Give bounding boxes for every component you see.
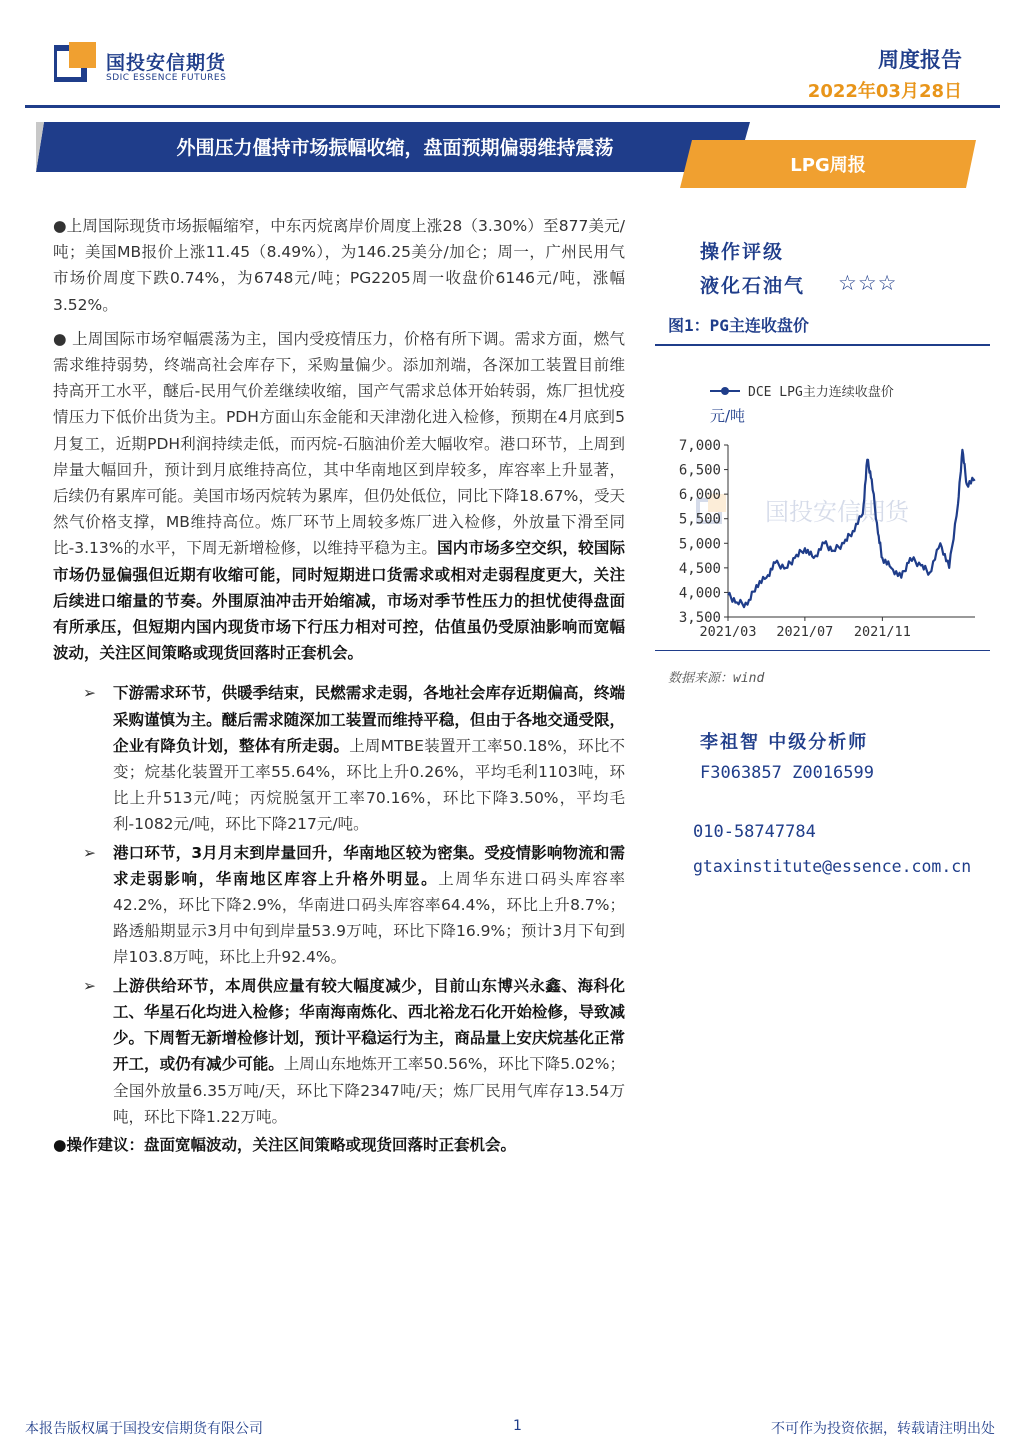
- arrow-bullet-icon: ➢: [83, 976, 96, 995]
- header-divider: [25, 105, 1000, 108]
- y-axis-label: 元/吨: [710, 407, 746, 425]
- arrow-bullet-icon: ➢: [83, 843, 96, 862]
- bullet-demand-text: 上周MTBE装置开工率50.18%，环比不变；烷基化装置开工率55.64%，环比上升0.26%，平均毛利1103吨，环比上升513元/吨；丙烷脱氢开工率70.16%，环比下降3.50%，平均毛利-1082元/吨，环比下降217元/吨。: [113, 736, 625, 834]
- data-source: 数据来源：wind: [668, 671, 765, 686]
- y-tick-label: 4,500: [678, 560, 721, 577]
- bullet-port-bold: 港口环节，3月月末到岸量回升，华南地区较为密集。受疫情影响物流和需求走弱影响，华南地区库容上升格外明显。: [113, 843, 625, 888]
- watermark-text: 国投安信期货: [765, 499, 909, 526]
- contact-email[interactable]: gtaxinstitute@essence.com.cn: [693, 857, 972, 876]
- report-tag: LPG周报: [790, 155, 866, 176]
- figure-rule-top: [655, 344, 990, 346]
- price-line-chart: [660, 372, 990, 647]
- footer-disclaimer: 不可作为投资依据，转载请注明出处: [771, 1421, 995, 1437]
- report-body: [53, 213, 625, 1166]
- analysis-text: ● 上周国际市场窄幅震荡为主，国内受疫情压力，价格有所下调。需求方面，燃气需求维持弱势，终端高社会库存下，采购量偏少。添加剂端，各深加工装置目前维持高开工水平，醚后-民用气价差继续收缩，国产气需求总体开始转弱，炼厂担忧疫情压力下低价出货为主。PDH方面山东金能和天津渤化进入检修，预期在4月底到5月复工，近期PDH利润持续走低，而丙烷-石脑油价差大幅收窄。港口环节，上周到岸量大幅回升，预计到月底维持高位，其中华南地区到岸较多，库容率上升显著，后续仍有累库可能。美国市场丙烷转为累库，但仍处低位，同比下降18.67%，受天然气价格支撑，MB维持高位。炼厂环节上周较多炼厂进入检修，外放量下滑至同比-3.13%的水平，下周无新增检修，以维持平稳为主。: [53, 329, 625, 558]
- list-item: [53, 840, 625, 971]
- report-type: 周度报告: [878, 48, 962, 72]
- rating-label: 液化石油气: [700, 275, 806, 297]
- y-tick-label: 4,000: [678, 585, 721, 602]
- rating-heading: 操作评级: [700, 241, 785, 263]
- y-tick-label: 5,500: [678, 511, 721, 528]
- contact-phone: 010-58747784: [693, 822, 816, 842]
- chart-plot-area: [728, 450, 975, 607]
- y-tick-label: 6,000: [678, 487, 721, 504]
- paragraph-analysis: [53, 326, 625, 667]
- report-date: 2022年03月28日: [807, 81, 962, 102]
- y-tick-label: 5,000: [678, 536, 721, 553]
- list-item: [53, 680, 625, 837]
- rating-stars-icon: ☆☆☆: [838, 271, 898, 295]
- paragraph-market-summary: ●上周国际现货市场振幅缩窄，中东丙烷离岸价周度上涨28（3.30%）至877美元/吨；美国MB报价上涨11.45（8.49%），为146.25美分/加仑；周一，广州民用气市场价周度下跌0.74%，为6748元/吨；PG2205周一收盘价6146元/吨，涨幅3.52%。: [53, 217, 625, 314]
- figure-rule-bottom: [655, 650, 990, 651]
- x-tick-label: 2021/03: [699, 624, 757, 640]
- figure-title: 图1：PG主连收盘价: [668, 316, 809, 335]
- page-number: 1: [513, 1418, 522, 1434]
- analyst-certificates: F3063857 Z0016599: [700, 763, 874, 783]
- bullet-port-text: 上周华东进口码头库容率42.2%，环比下降2.9%，华南进口码头库容率64.4%，环比上升8.7%；路透船期显示3月中旬到岸量53.9万吨，环比下降16.9%；预计3月下旬到岸103.8万吨，环比上升92.4%。: [113, 869, 625, 967]
- y-tick-label: 3,500: [678, 610, 721, 626]
- bullet-supply-bold: 上游供给环节，本周供应量有较大幅度减少，目前山东博兴永鑫、海科化工、华星石化均进入检修；华南海南炼化、西北裕龙石化开始检修，导致减少。下周暂无新增检修计划，预计平稳运行为主，商品量上安庆烷基化正常开工，或仍有减少可能。: [113, 976, 625, 1074]
- bullet-list: [53, 680, 625, 1129]
- legend-marker-icon: [721, 387, 729, 395]
- analyst-name: 李祖智 中级分析师: [700, 732, 869, 753]
- bullet-demand-bold: 下游需求环节，供暖季结束，民燃需求走弱，各地社会库存近期偏高，终端采购谨慎为主。醚后需求随深加工装置而维持平稳，但由于各地交通受限，企业有降负计划，整体有所走弱。: [113, 684, 625, 755]
- arrow-bullet-icon: ➢: [83, 684, 96, 703]
- company-name-en: SDIC ESSENCE FUTURES: [106, 73, 227, 83]
- chart-axes: [679, 438, 975, 640]
- x-tick-label: 2021/11: [853, 624, 911, 640]
- y-tick-label: 7,000: [678, 438, 721, 454]
- x-tick-label: 2021/07: [776, 624, 834, 640]
- analysis-conclusion: 国内市场多空交织，较国际市场仍显偏强但近期有收缩可能，同时短期进口货需求或相对走弱程度更大，关注后续进口缩量的节奏。外围原油冲击开始缩减，市场对季节性压力的担忧使得盘面有所承压，但短期内国内现货市场下行压力相对可控，估值虽仍受原油影响而宽幅波动，关注区间策略或现货回落时正套机会。: [53, 539, 625, 663]
- list-item: [53, 973, 625, 1130]
- company-logo-icon: [54, 42, 98, 82]
- operation-advice: [53, 1132, 625, 1158]
- report-title: 外围压力僵持市场振幅收缩，盘面预期偏弱维持震荡: [176, 137, 614, 159]
- series-line: [728, 450, 975, 607]
- chart-legend: [710, 384, 894, 400]
- y-tick-label: 6,500: [678, 462, 721, 479]
- bullet-supply-text: 上周山东地炼开工率50.56%，环比下降5.02%；全国外放量6.35万吨/天，环比下降2347吨/天；炼厂民用气库存13.54万吨，环比下降1.22万吨。: [113, 1055, 625, 1126]
- legend-label: DCE LPG主力连续收盘价: [748, 385, 894, 400]
- footer-copyright: 本报告版权属于国投安信期货有限公司: [25, 1421, 263, 1437]
- operation-advice-text: ●操作建议：盘面宽幅波动，关注区间策略或现货回落时正套机会。: [53, 1135, 517, 1154]
- company-name: 国投安信期货: [106, 52, 227, 74]
- chart-watermark: [698, 494, 911, 526]
